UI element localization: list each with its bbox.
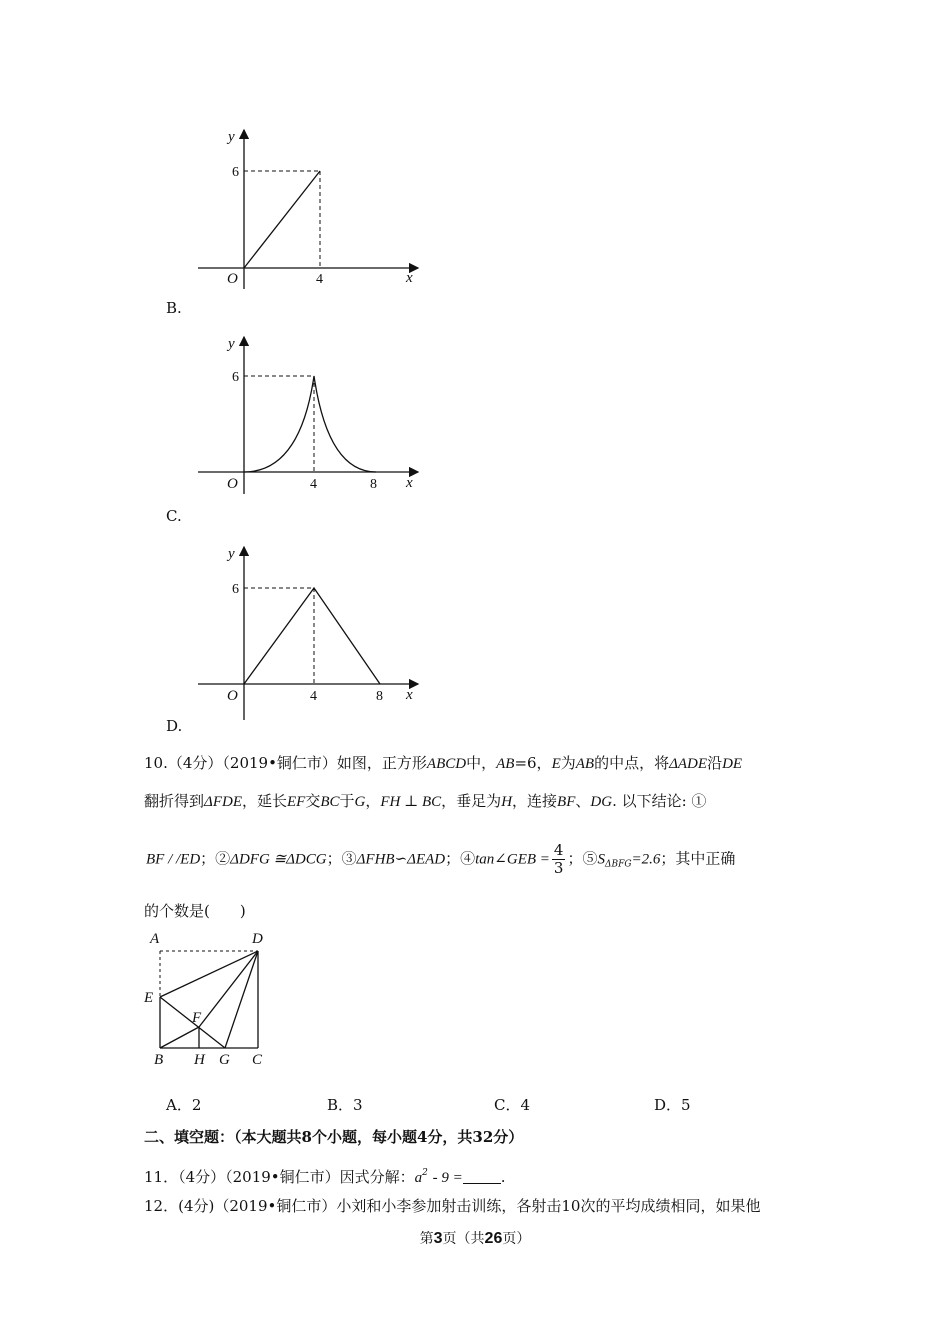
q10-line-1: 10.（4分）（2019•铜仁市）如图，正方形ABCD中，AB=6，E为AB的中点，将ΔADE沿DE bbox=[144, 754, 743, 772]
answer-d[interactable]: D．5 bbox=[654, 1096, 691, 1114]
answer-b[interactable]: B．3 bbox=[327, 1096, 363, 1114]
label-b: B bbox=[154, 1052, 164, 1068]
label-f: F bbox=[192, 1010, 202, 1026]
tick-x-4: 4 bbox=[310, 689, 317, 704]
graph-option-c bbox=[190, 332, 430, 497]
origin-label: O bbox=[227, 476, 238, 492]
segment-dg bbox=[225, 951, 258, 1048]
tick-y-6: 6 bbox=[232, 370, 239, 385]
label-a: A bbox=[150, 931, 160, 947]
graph-line bbox=[244, 588, 380, 684]
x-label: x bbox=[406, 270, 413, 286]
section-2-title: 二、填空题：（本大题共8个小题，每小题4分，共32分） bbox=[144, 1128, 524, 1146]
segment-df bbox=[199, 951, 258, 1027]
q10-line-3: BF / /ED；②ΔDFG ≅ΔDCG；③ΔFHB∽ΔEAD；④tan∠GEB = $\frac{4}{3}$ ；$⑤S_{\Delta BFG}=2.6$；其中正确 bbox=[146, 841, 736, 877]
tick-x-4: 4 bbox=[316, 272, 323, 287]
tick-y-6: 6 bbox=[232, 582, 239, 597]
tick-x-8: 8 bbox=[376, 689, 383, 704]
label-g: G bbox=[219, 1052, 230, 1068]
page-footer: 第3页（共26页） bbox=[419, 1230, 531, 1247]
graph-line bbox=[244, 171, 320, 268]
q10-figure bbox=[140, 926, 275, 1068]
y-label: y bbox=[228, 336, 235, 352]
label-e: E bbox=[144, 990, 154, 1006]
q11-answer-blank[interactable] bbox=[463, 1169, 501, 1184]
option-c-label: C. bbox=[166, 507, 182, 525]
answer-a[interactable]: A．2 bbox=[166, 1096, 202, 1114]
label-d: D bbox=[252, 931, 263, 947]
q10-line-2: 翻折得到ΔFDE，延长EF交BC于G，FH ⊥ BC，垂足为H，连接BF、DG. 以下结论: ① bbox=[144, 792, 707, 810]
answer-c[interactable]: C．4 bbox=[494, 1096, 531, 1114]
origin-label: O bbox=[227, 271, 238, 287]
q12-line: 12．(4分)（2019•铜仁市）小刘和小李参加射击训练，各射击10次的平均成绩相同，如果他 bbox=[144, 1197, 761, 1215]
option-b-label: B. bbox=[166, 299, 182, 317]
option-d-label: D. bbox=[166, 717, 183, 735]
tick-y-6: 6 bbox=[232, 165, 239, 180]
origin-label: O bbox=[227, 688, 238, 704]
segment-ed bbox=[160, 951, 258, 997]
label-h: H bbox=[194, 1052, 205, 1068]
tick-x-4: 4 bbox=[310, 477, 317, 492]
tick-x-8: 8 bbox=[370, 477, 377, 492]
q10-line-4: 的个数是( ) bbox=[144, 902, 246, 920]
graph-curve bbox=[244, 376, 376, 472]
segment-bf bbox=[160, 1027, 199, 1048]
x-label: x bbox=[406, 475, 413, 491]
y-label: y bbox=[228, 546, 235, 562]
x-label: x bbox=[406, 687, 413, 703]
q11-line: 11．（4分）（2019•铜仁市）因式分解：$a^2 - 9$ = . bbox=[144, 1168, 506, 1186]
graph-option-b bbox=[190, 125, 430, 290]
label-c: C bbox=[252, 1052, 263, 1068]
fraction-4-3: $\frac{4}{3}$ bbox=[553, 841, 564, 877]
y-label: y bbox=[228, 129, 235, 145]
graph-option-d bbox=[190, 542, 430, 722]
